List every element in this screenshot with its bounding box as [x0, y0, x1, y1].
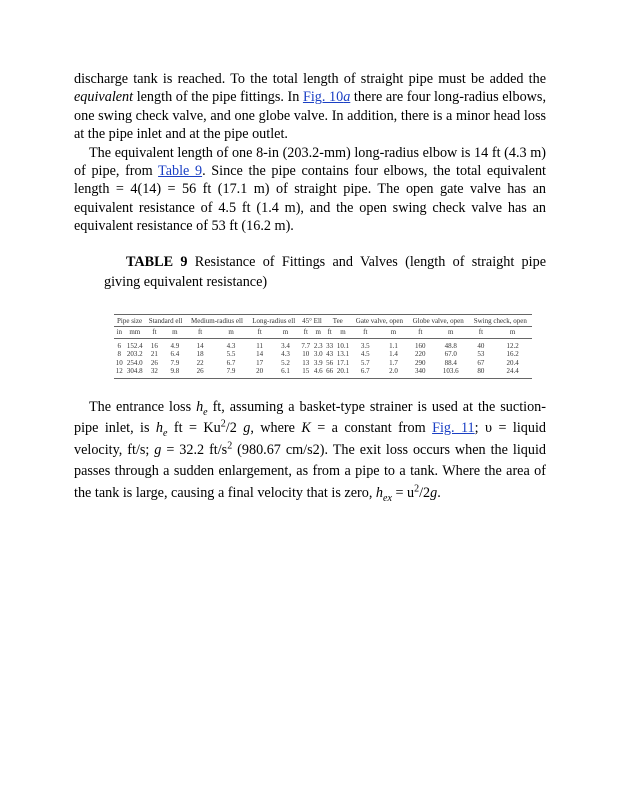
table-cell: 6	[117, 341, 121, 350]
unit-header: m	[164, 327, 186, 339]
text: The entrance loss	[89, 398, 197, 415]
var-g: g	[430, 485, 438, 502]
table-cell: 26	[150, 358, 158, 367]
table-cell: 7.7	[301, 341, 311, 350]
table-cell: 21	[150, 350, 158, 359]
table-cell: 3.0	[313, 350, 323, 359]
fig-11-link[interactable]: Fig. 11	[432, 420, 475, 437]
col-header: Swing check, open	[469, 314, 532, 327]
table-cell: 53	[477, 350, 485, 359]
text: /2	[225, 420, 244, 437]
text: ft = Ku	[167, 420, 221, 437]
text: . Since the pipe contains four elbows, the total equivalent length = 4(14) = 56 ft (17.1 m) of straight pipe. The open gate valve has an equivalent resistance of 4.5 ft (1.4 m), and the open swing check valve has an equivalent resistance of 53 ft (16.2 m).	[74, 163, 546, 235]
unit-header: ft	[469, 327, 493, 339]
text: /2	[419, 485, 431, 502]
table-cell: 32	[145, 367, 164, 378]
table-cell: 11	[256, 341, 264, 350]
table-cell: 1.1	[389, 341, 398, 350]
table-cell: 12	[114, 367, 124, 378]
table-cell: 3.9	[313, 358, 323, 367]
table-cell: 6.4	[170, 350, 180, 359]
table-cell: 5.5	[226, 350, 236, 359]
table-cell: 1.7	[389, 358, 398, 367]
var-h: h	[155, 420, 164, 437]
text: ft, assuming a basket-type strainer is used at the suction-pipe inlet, is	[74, 398, 546, 437]
text: The equivalent length of one 8-in (203.2-mm) long-radius elbow is 14 ft (4.3 m) of pipe, from	[74, 144, 546, 180]
table-cell: 40	[477, 341, 485, 350]
col-header: Pipe size	[114, 314, 145, 327]
table-9-link[interactable]: Table 9	[158, 163, 203, 180]
table-cell: 8	[117, 350, 121, 359]
unit-header: ft	[324, 327, 334, 339]
var-K: K	[301, 420, 311, 437]
table-cell: 6.7	[351, 367, 379, 378]
table-cell: 33	[326, 341, 334, 350]
table-cell: 220	[415, 350, 426, 359]
unit-header: ft	[351, 327, 379, 339]
table-cell: 6.7	[226, 358, 236, 367]
page-body	[74, 70, 546, 505]
table-cell: 20.1	[335, 367, 351, 378]
resistance-table	[114, 314, 532, 379]
unit-header: mm	[124, 327, 145, 339]
table-cell: 9.8	[164, 367, 186, 378]
table-cell: 3.5	[360, 341, 370, 350]
var-g: g	[154, 441, 162, 458]
sub-e: e	[203, 406, 208, 418]
table-cell: 4.6	[312, 367, 324, 378]
table-row	[114, 359, 532, 368]
fig-10-link[interactable]: Fig. 10a	[302, 89, 351, 106]
table-cell: 7.9	[170, 358, 180, 367]
col-header: Standard ell	[145, 314, 186, 327]
table-cell: 67	[477, 358, 485, 367]
var-h: h	[375, 485, 384, 502]
table-cell: 17.1	[336, 358, 350, 367]
superscript: 2	[227, 440, 233, 452]
table-cell: 2.0	[379, 367, 407, 378]
table-cell: 340	[408, 367, 433, 378]
table-cell: 20.4	[506, 358, 519, 367]
emphasis: equivalent	[74, 89, 134, 106]
paragraph-1	[74, 70, 546, 144]
unit-header: m	[335, 327, 351, 339]
table-cell: 4.3	[226, 341, 236, 350]
unit-header: m	[312, 327, 324, 339]
text: .	[437, 485, 441, 502]
table-cell: 203.2	[126, 350, 143, 359]
text: , where	[250, 420, 302, 437]
text: discharge tank is reached. To the total length of straight pipe must be added the	[74, 71, 546, 87]
table-cell: 17	[256, 358, 264, 367]
table-cell: 103.6	[433, 367, 469, 378]
text: length of the pipe fittings. In	[133, 89, 303, 106]
unit-header: ft	[408, 327, 433, 339]
table-cell: 15	[300, 367, 312, 378]
table-cell: 43	[326, 350, 334, 359]
col-header: Gate valve, open	[351, 314, 408, 327]
unit-header: ft	[300, 327, 312, 339]
table-cell: 10	[302, 350, 310, 359]
table-row	[114, 350, 532, 359]
var-g: g	[243, 420, 251, 437]
sub-e: e	[163, 428, 168, 440]
table-cell: 290	[415, 358, 426, 367]
table-cell: 14	[196, 341, 204, 350]
table-cell: 48.8	[444, 341, 457, 350]
table-cell: 5.7	[360, 358, 370, 367]
table-cell: 4.9	[170, 341, 180, 350]
text: = u	[391, 485, 415, 502]
table-cell: 67.0	[444, 350, 457, 359]
table-cell: 152.4	[126, 341, 143, 350]
text: ; υ = liquid velocity, ft/s;	[74, 420, 546, 458]
unit-header: m	[379, 327, 407, 339]
table-cell: 254.0	[126, 358, 143, 367]
table-cell: 80	[469, 367, 493, 378]
table-cell: 5.2	[281, 358, 290, 367]
sub-ex: ex	[383, 492, 392, 504]
table-cell: 14	[256, 350, 264, 359]
table-cell: 56	[326, 358, 334, 367]
table-cell: 20	[248, 367, 272, 378]
table-cell: 4.3	[281, 350, 290, 359]
table-cell: 6.1	[271, 367, 299, 378]
table-cell: 2.3	[313, 341, 323, 350]
table-cell: 304.8	[124, 367, 145, 378]
table-row	[114, 367, 532, 378]
table-cell: 3.4	[281, 341, 290, 350]
col-header: Long-radius ell	[248, 314, 300, 327]
table-cell: 4.5	[360, 350, 370, 359]
table-cell: 22	[196, 358, 204, 367]
unit-header: ft	[145, 327, 164, 339]
unit-header: ft	[186, 327, 214, 339]
table-caption	[104, 252, 546, 292]
table-cell: 88.4	[444, 358, 457, 367]
text: (980.67 cm/s2). The exit loss occurs when the liquid passes through a sudden enlargement, as from a pipe to a tank. Where the area of the tank is large, causing a final velocity that is zero,	[74, 441, 546, 502]
unit-header: m	[433, 327, 469, 339]
table-cell: 18	[196, 350, 204, 359]
unit-header: m	[214, 327, 248, 339]
table-cell: 13	[302, 358, 310, 367]
table-cell: 10	[115, 358, 123, 367]
table-label: TABLE 9	[126, 253, 188, 270]
unit-header: m	[493, 327, 532, 339]
table-cell: 12.2	[506, 341, 519, 350]
unit-header: in	[114, 327, 124, 339]
caption-text: Resistance of Fittings and Valves (length of straight pipe giving equivalent resistance)	[104, 253, 546, 290]
table-cell: 66	[324, 367, 334, 378]
table-cell: 1.4	[389, 350, 398, 359]
unit-header: m	[271, 327, 299, 339]
table-row	[114, 338, 532, 350]
table-cell: 26	[186, 367, 214, 378]
text: = 32.2 ft/s	[161, 441, 228, 458]
col-header: Tee	[324, 314, 351, 327]
paragraph-2	[74, 144, 546, 236]
paragraph-3	[74, 397, 546, 505]
table-cell: 16	[150, 341, 158, 350]
superscript: 2	[414, 483, 420, 495]
unit-header: ft	[248, 327, 272, 339]
col-header: Medium-radius ell	[186, 314, 248, 327]
table-cell: 16.2	[506, 350, 519, 359]
text: = a constant from	[310, 420, 433, 437]
table-cell: 7.9	[214, 367, 248, 378]
table-cell: 24.4	[493, 367, 532, 378]
superscript: 2	[220, 418, 226, 430]
text: there are four long-radius elbows, one swing check valve, and one globe valve. In addition, there is a minor head loss at the pipe inlet and at the pipe outlet.	[74, 89, 546, 143]
col-header: 45° Ell	[300, 314, 325, 327]
table-cell: 13.1	[336, 350, 350, 359]
table-cell: 160	[415, 341, 426, 350]
var-h: h	[196, 398, 204, 415]
col-header: Globe valve, open	[408, 314, 469, 327]
table-cell: 10.1	[336, 341, 350, 350]
